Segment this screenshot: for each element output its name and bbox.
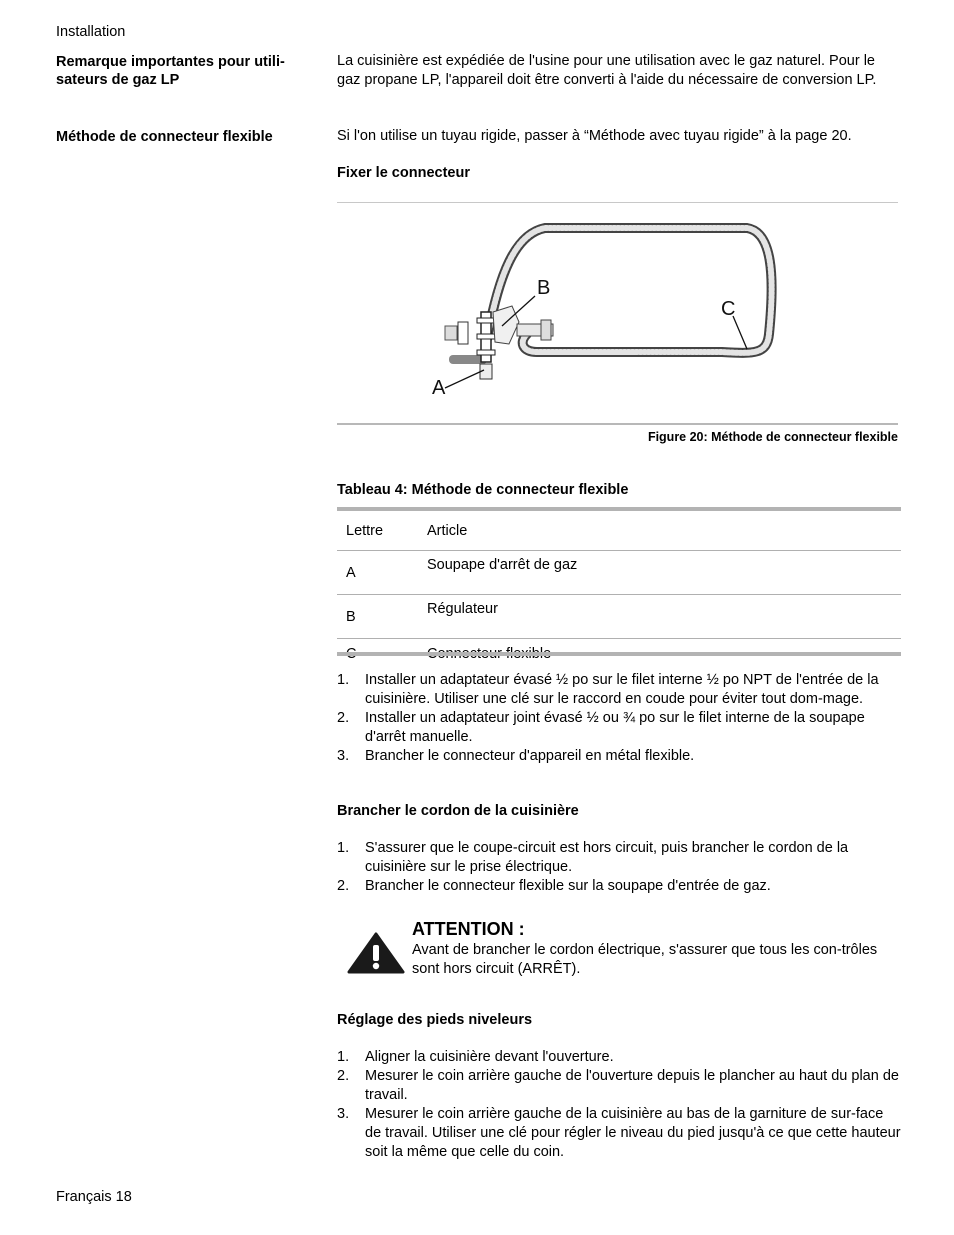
list-item	[337, 747, 902, 766]
flex-method-heading: Méthode de connecteur flexible	[56, 129, 273, 145]
fix-connector-heading: Fixer le connecteur	[337, 165, 470, 181]
connector-steps	[337, 671, 902, 766]
step-text: Installer un adaptateur évasé ½ po sur le filet interne ½ po NPT de l'entrée de la cuisinière. Utiliser une clé sur le raccord en coude pour éviter tout dom-mage.	[365, 672, 879, 707]
table-cell-article: Soupape d'arrêt de gaz	[418, 551, 901, 595]
table-cell-letter: A	[337, 551, 418, 595]
section-header: Installation	[56, 24, 126, 40]
table-row	[337, 551, 901, 595]
lp-note-text: La cuisinière est expédiée de l'usine pour une utilisation avec le gaz naturel. Pour le gaz propane LP, l'appareil doit être converti à l'aide du nécessaire de conversion LP.	[337, 53, 877, 88]
cord-heading: Brancher le cordon de la cuisinière	[337, 803, 579, 819]
step-text: Installer un adaptateur joint évasé ½ ou ¾ po sur le filet interne de la soupape d'arrêt manuelle.	[365, 710, 865, 745]
list-item	[337, 839, 902, 877]
table-header-row	[337, 507, 901, 551]
figure-label-b: B	[537, 277, 551, 299]
list-item	[337, 709, 902, 747]
table-header-letter: Lettre	[346, 522, 384, 539]
step-number: 2.	[337, 1068, 350, 1084]
step-text: Brancher le connecteur flexible sur la soupape d'entrée de gaz.	[365, 878, 771, 894]
attention-text: Avant de brancher le cordon électrique, s'assurer que tous les con-trôles sont hors circuit (ARRÊT).	[412, 942, 878, 977]
figure-label-a: A	[432, 377, 446, 399]
step-text: Brancher le connecteur d'appareil en métal flexible.	[365, 748, 695, 764]
figure-bottom-rule	[337, 423, 898, 425]
table-row	[337, 595, 901, 639]
step-number: 2.	[337, 878, 350, 894]
step-text: S'assurer que le coupe-circuit est hors circuit, puis brancher le cordon de la cuisinière sur le prise électrique.	[365, 840, 849, 875]
list-item	[337, 1105, 902, 1162]
flex-method-text: Si l'on utilise un tuyau rigide, passer à “Méthode avec tuyau rigide” à la page 20.	[337, 128, 852, 144]
warning-icon	[347, 932, 405, 974]
step-number: 1.	[337, 1049, 350, 1065]
page-footer: Français 18	[56, 1189, 132, 1205]
leveling-heading: Réglage des pieds niveleurs	[337, 1012, 533, 1028]
step-number: 2.	[337, 710, 350, 726]
table-bottom-bar	[337, 652, 901, 656]
step-text: Mesurer le coin arrière gauche de la cuisinière au bas de la garniture de sur-face de travail. Utiliser une clé pour régler le niveau du pied jusqu'à ce que cette hauteur soit la même que celle du coin.	[365, 1106, 901, 1160]
step-number: 1.	[337, 672, 350, 688]
list-item	[337, 877, 902, 896]
figure-caption: Figure 20: Méthode de connecteur flexible	[647, 430, 898, 444]
figure-top-rule	[337, 202, 898, 203]
step-text: Mesurer le coin arrière gauche de l'ouverture depuis le plancher au haut du plan de travail.	[365, 1068, 899, 1103]
attention-title: ATTENTION :	[412, 919, 525, 939]
table-cell-article: Régulateur	[418, 595, 901, 639]
step-number: 3.	[337, 748, 350, 764]
step-text: Aligner la cuisinière devant l'ouverture.	[365, 1049, 614, 1065]
list-item	[337, 671, 902, 709]
list-item	[337, 1048, 902, 1067]
list-item	[337, 1067, 902, 1105]
flexible-connector-figure	[337, 204, 898, 422]
step-number: 3.	[337, 1106, 350, 1122]
cord-steps	[337, 839, 902, 896]
figure-label-c: C	[721, 298, 736, 320]
connector-table	[337, 507, 901, 669]
table-header-article: Article	[427, 522, 468, 539]
table-cell-letter: B	[337, 595, 418, 639]
leveling-steps	[337, 1048, 902, 1162]
lp-note-heading: Remarque importantes pour utili-sateurs de gaz LP	[56, 54, 285, 88]
table-caption: Tableau 4: Méthode de connecteur flexible	[337, 482, 629, 498]
step-number: 1.	[337, 840, 350, 856]
